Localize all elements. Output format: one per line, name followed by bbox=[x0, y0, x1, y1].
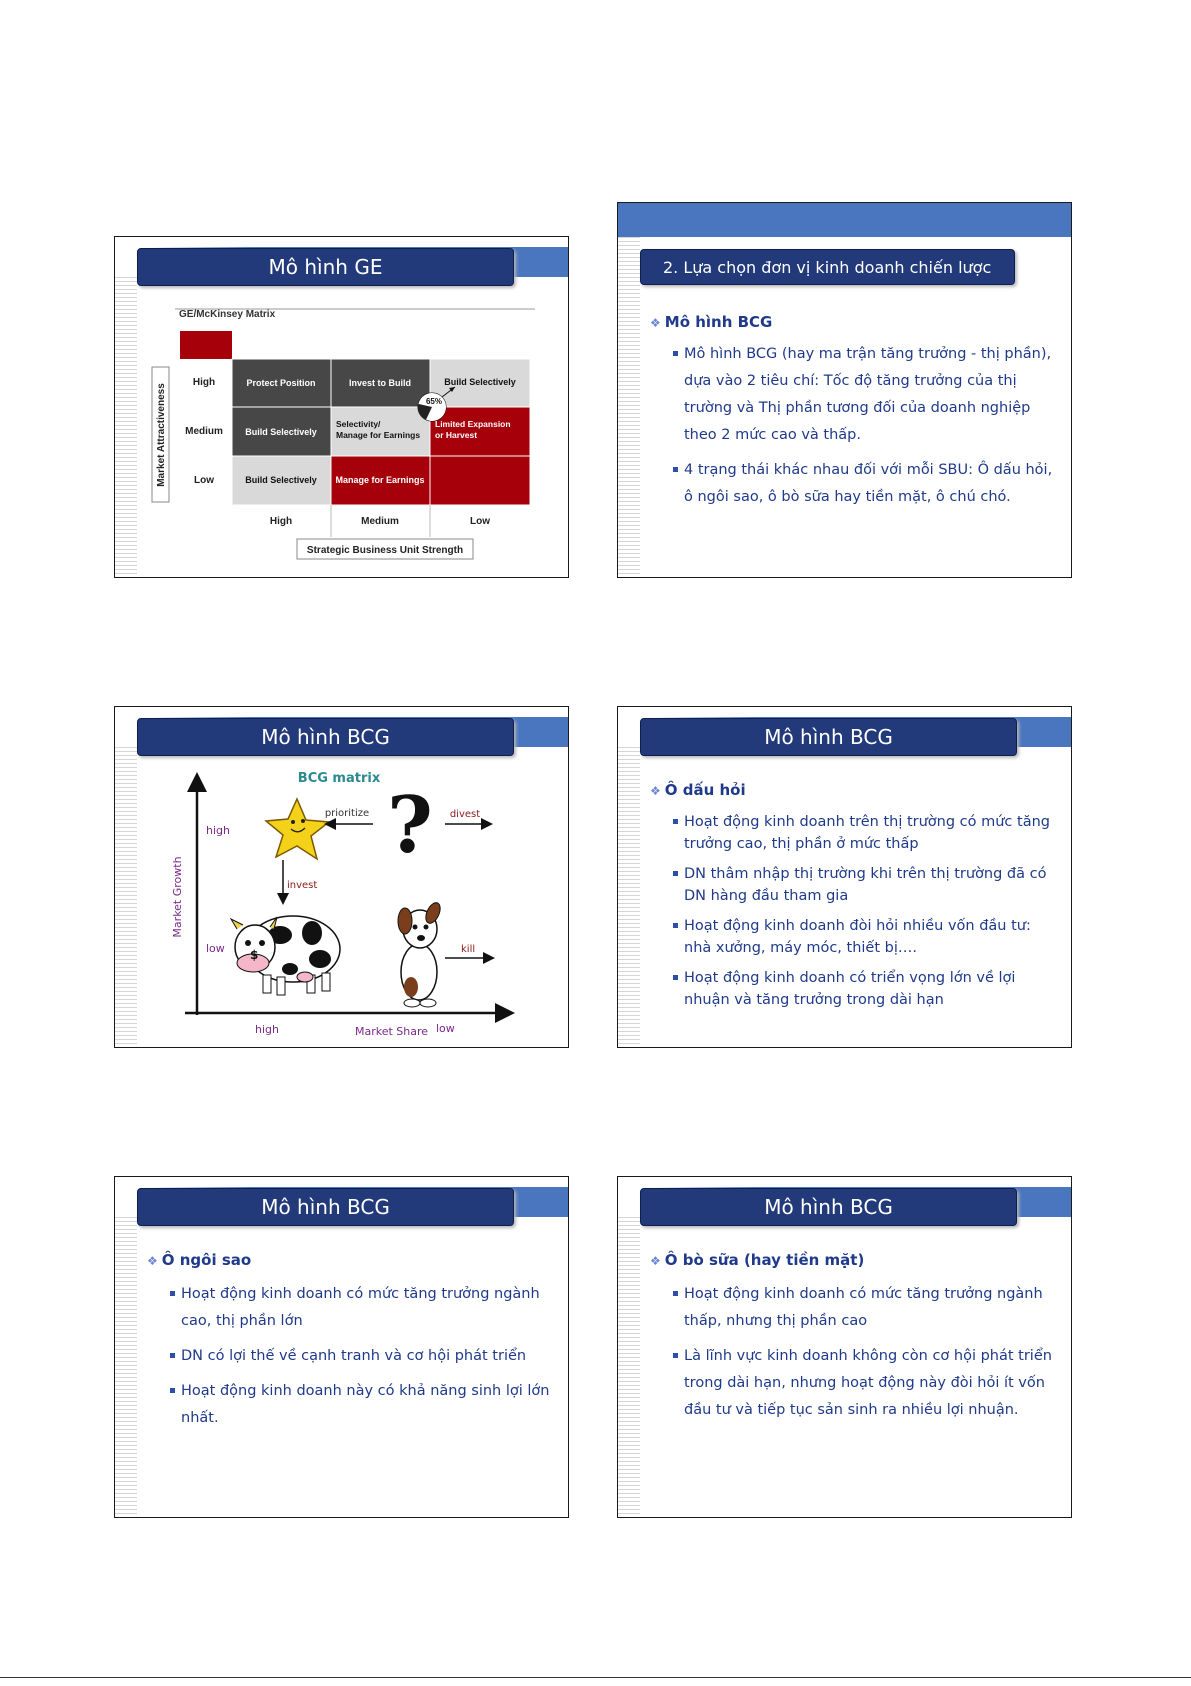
legend-swatch bbox=[180, 331, 232, 359]
square-bullet-icon bbox=[673, 975, 678, 980]
slide-title: Mô hình BCG bbox=[640, 1188, 1017, 1226]
bullet-heading: Ô dấu hỏi bbox=[664, 781, 746, 799]
slide-title: Mô hình BCG bbox=[137, 718, 514, 756]
cell-text-multiline: Limited Expansion or Harvest bbox=[435, 419, 511, 440]
pie-label: 65% bbox=[425, 397, 443, 406]
row-label-low: Low bbox=[194, 475, 214, 486]
x-axis-label: Market Share bbox=[355, 1025, 429, 1038]
figure-title: BCG matrix bbox=[297, 771, 381, 786]
bullet-item: Mô hình BCG (hay ma trận tăng trưởng - thị phần), dựa vào 2 tiêu chí: Tốc độ tăng trưởng của thị trường và Thị phần tương đối của doanh nghiệp theo 2 mức cao và thấp. bbox=[650, 341, 1053, 449]
slide-stripes bbox=[618, 747, 640, 1047]
row-label-high: High bbox=[192, 377, 216, 388]
slide-title: Mô hình BCG bbox=[137, 1188, 514, 1226]
square-bullet-icon bbox=[673, 819, 678, 824]
slide-question bbox=[617, 706, 1072, 1048]
row-label-medium: Medium bbox=[185, 426, 223, 437]
col-label-medium: Medium bbox=[361, 516, 399, 527]
slide-choice bbox=[617, 202, 1072, 578]
y-low-label: low bbox=[206, 942, 225, 955]
slide-title: Mô hình GE bbox=[137, 248, 514, 286]
slide-stripes bbox=[115, 1217, 137, 1517]
x-low-label: low bbox=[436, 1022, 455, 1035]
square-bullet-icon bbox=[170, 1353, 175, 1358]
cell-text: Build Selectively bbox=[245, 475, 317, 485]
cow-icon bbox=[231, 916, 340, 995]
y-high-label: high bbox=[206, 824, 230, 837]
bullet-item: Hoạt động kinh doanh trên thị trường có mức tăng trưởng cao, thị phần ở mức thấp bbox=[650, 811, 1053, 855]
slide-title: Mô hình BCG bbox=[640, 718, 1017, 756]
slide-star bbox=[114, 1176, 569, 1518]
square-bullet-icon bbox=[673, 1291, 678, 1296]
slide-stripes bbox=[618, 1217, 640, 1517]
cell-text: Invest to Build bbox=[348, 378, 412, 388]
ge-matrix bbox=[115, 237, 569, 578]
bullet-item: 4 trạng thái khác nhau đối với mỗi SBU: Ô dấu hỏi, ô ngôi sao, ô bò sữa hay tiền mặt, ô chú chó. bbox=[650, 457, 1053, 511]
square-bullet-icon bbox=[673, 923, 678, 928]
cell-low-low bbox=[430, 456, 530, 505]
cell-text: Build Selectively bbox=[245, 427, 317, 437]
bullet-item: Là lĩnh vực kinh doanh không còn cơ hội phát triển trong dài hạn, nhưng hoạt động này đòi hỏi ít vốn đầu tư và tiếp tục sản sinh ra nhiều lợi nhuận. bbox=[650, 1343, 1053, 1424]
bcg-figure bbox=[115, 707, 569, 1048]
diamond-bullet-icon: ❖ bbox=[650, 1254, 661, 1268]
cell-text: Protect Position bbox=[246, 378, 316, 388]
diamond-bullet-icon: ❖ bbox=[147, 1254, 158, 1268]
y-axis-label: Market Growth bbox=[171, 856, 184, 938]
y-axis-label: Market Attractiveness bbox=[156, 383, 167, 487]
bullet-item: Hoạt động kinh doanh có triển vọng lớn về lợi nhuận và tăng trưởng trong dài hạn bbox=[650, 967, 1053, 1011]
cell-text: Manage for Earnings bbox=[335, 475, 425, 485]
dollar-sign-icon: $ bbox=[250, 948, 259, 962]
col-label-high: High bbox=[269, 516, 293, 527]
prioritize-label: prioritize bbox=[324, 808, 370, 819]
bullet-item: DN thâm nhập thị trường khi trên thị trường đã có DN hàng đầu tham gia bbox=[650, 863, 1053, 907]
cell-text-multiline: Selectivity/ Manage for Earnings bbox=[336, 419, 421, 440]
x-high-label: high bbox=[255, 1023, 279, 1036]
bullet-item: DN có lợi thế về cạnh tranh và cơ hội phát triển bbox=[147, 1343, 550, 1370]
invest-label: invest bbox=[287, 880, 318, 891]
slide-cow bbox=[617, 1176, 1072, 1518]
square-bullet-icon bbox=[673, 871, 678, 876]
cell-text: Build Selectively bbox=[444, 377, 516, 387]
square-bullet-icon bbox=[673, 467, 678, 472]
slide-ge bbox=[114, 236, 569, 578]
square-bullet-icon bbox=[673, 351, 678, 356]
question-mark-icon: ? bbox=[387, 780, 433, 871]
dog-icon bbox=[398, 900, 443, 1007]
slide-stripes bbox=[618, 237, 640, 577]
square-bullet-icon bbox=[673, 1353, 678, 1358]
bullet-heading: Mô hình BCG bbox=[664, 313, 773, 331]
star-icon bbox=[266, 799, 329, 859]
square-bullet-icon bbox=[170, 1291, 175, 1296]
square-bullet-icon bbox=[170, 1388, 175, 1393]
bullet-heading: Ô bò sữa (hay tiền mặt) bbox=[664, 1251, 865, 1269]
col-label-low: Low bbox=[470, 516, 490, 527]
slide-title: 2. Lựa chọn đơn vị kinh doanh chiến lược bbox=[640, 249, 1015, 285]
bullet-item: Hoạt động kinh doanh đòi hỏi nhiều vốn đầu tư: nhà xưởng, máy móc, thiết bị…. bbox=[650, 915, 1053, 959]
kill-label: kill bbox=[461, 944, 476, 955]
bullet-item: Hoạt động kinh doanh có mức tăng trưởng ngành thấp, nhưng thị phần cao bbox=[650, 1281, 1053, 1335]
divest-label: divest bbox=[449, 809, 481, 820]
bullet-item: Hoạt động kinh doanh này có khả năng sinh lợi lớn nhất. bbox=[147, 1378, 550, 1432]
bullet-heading: Ô ngôi sao bbox=[161, 1251, 252, 1269]
diamond-bullet-icon: ❖ bbox=[650, 316, 661, 330]
slide-bcg-matrix bbox=[114, 706, 569, 1048]
bullet-item: Hoạt động kinh doanh có mức tăng trưởng ngành cao, thị phần lớn bbox=[147, 1281, 550, 1335]
x-axis-label: Strategic Business Unit Strength bbox=[306, 545, 464, 556]
diamond-bullet-icon: ❖ bbox=[650, 784, 661, 798]
matrix-title: GE/McKinsey Matrix bbox=[179, 309, 276, 320]
